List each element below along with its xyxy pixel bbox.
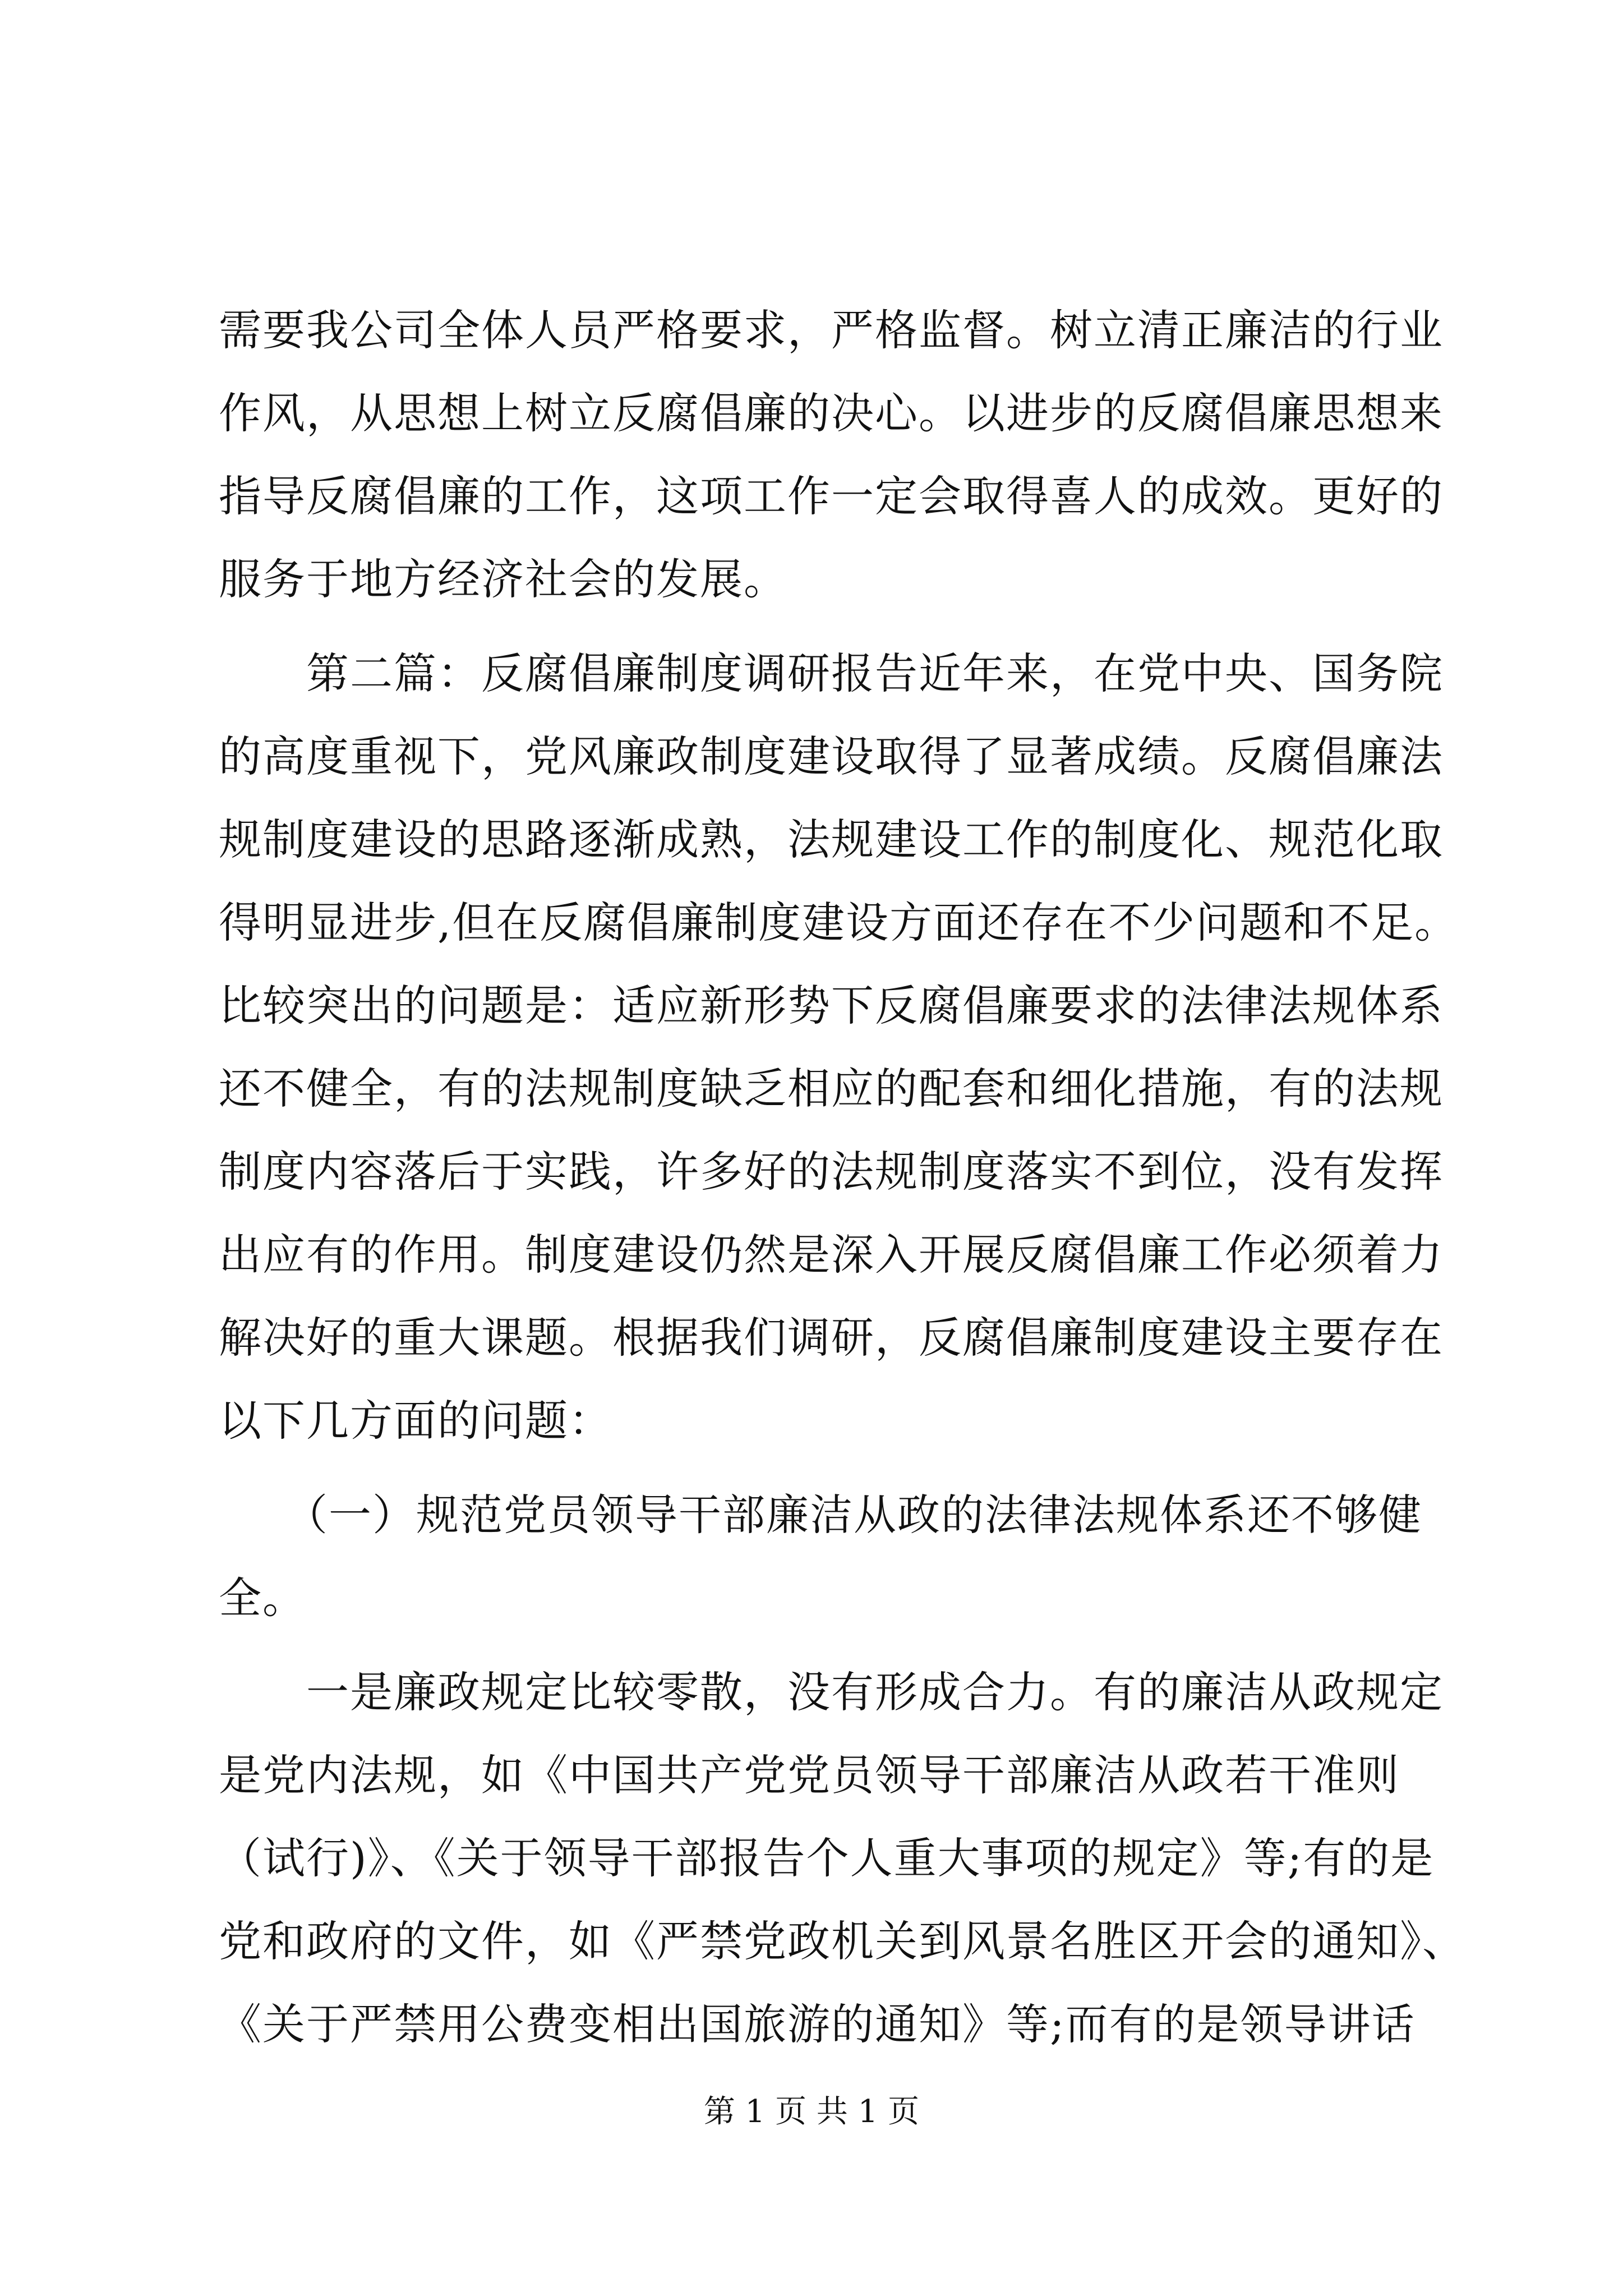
text-line: （一）规范党员领导干部廉洁从政的法律法规体系还不够健: [219, 1490, 1422, 1540]
text-line: （试行)》、《关于领导干部报告个人重大事项的规定》等;有的是: [219, 1833, 1435, 1883]
text-line: 服务于地方经济社会的发展。: [219, 554, 787, 604]
text-line: 《关于严禁用公费变相出国旅游的通知》等;而有的是领导讲话: [219, 1999, 1415, 2049]
text-line: 制度内容落后于实践，许多好的法规制度落实不到位，没有发挥: [219, 1147, 1444, 1197]
text-line: 党和政府的文件，如《严禁党政机关到风景名胜区开会的通知》、: [219, 1916, 1466, 1966]
text-line: 作风，从思想上树立反腐倡廉的决心。以进步的反腐倡廉思想来: [219, 388, 1444, 438]
text-line: 得明显进步,但在反腐倡廉制度建设方面还存在不少问题和不足。: [219, 898, 1459, 947]
body-text: [219, 289, 1486, 2066]
text-line: 规制度建设的思路逐渐成熟，法规建设工作的制度化、规范化取: [219, 815, 1444, 864]
text-line: 以下几方面的问题：: [219, 1396, 612, 1446]
text-line: 比较突出的问题是：适应新形势下反腐倡廉要求的法律法规体系: [219, 981, 1444, 1030]
text-line: 是党内法规，如《中国共产党党员领导干部廉洁从政若干准则: [219, 1750, 1400, 1800]
page-footer: 第 1 页 共 1 页: [703, 2093, 920, 2130]
text-line: 全。: [219, 1573, 306, 1623]
text-line: 一是廉政规定比较零散，没有形成合力。有的廉洁从政规定: [219, 1667, 1444, 1717]
text-line: 需要我公司全体人员严格要求，严格监督。树立清正廉洁的行业: [219, 305, 1444, 355]
text-line: 出应有的作用。制度建设仍然是深入开展反腐倡廉工作必须着力: [219, 1230, 1444, 1280]
text-line: 还不健全，有的法规制度缺乏相应的配套和细化措施，有的法规: [219, 1064, 1444, 1114]
text-line: 指导反腐倡廉的工作，这项工作一定会取得喜人的成效。更好的: [219, 471, 1444, 521]
text-line: 第二篇：反腐倡廉制度调研报告近年来，在党中央、国务院: [219, 648, 1444, 698]
text-line: 解决好的重大课题。根据我们调研，反腐倡廉制度建设主要存在: [219, 1313, 1444, 1363]
text-line: 的高度重视下，党风廉政制度建设取得了显著成绩。反腐倡廉法: [219, 731, 1444, 781]
